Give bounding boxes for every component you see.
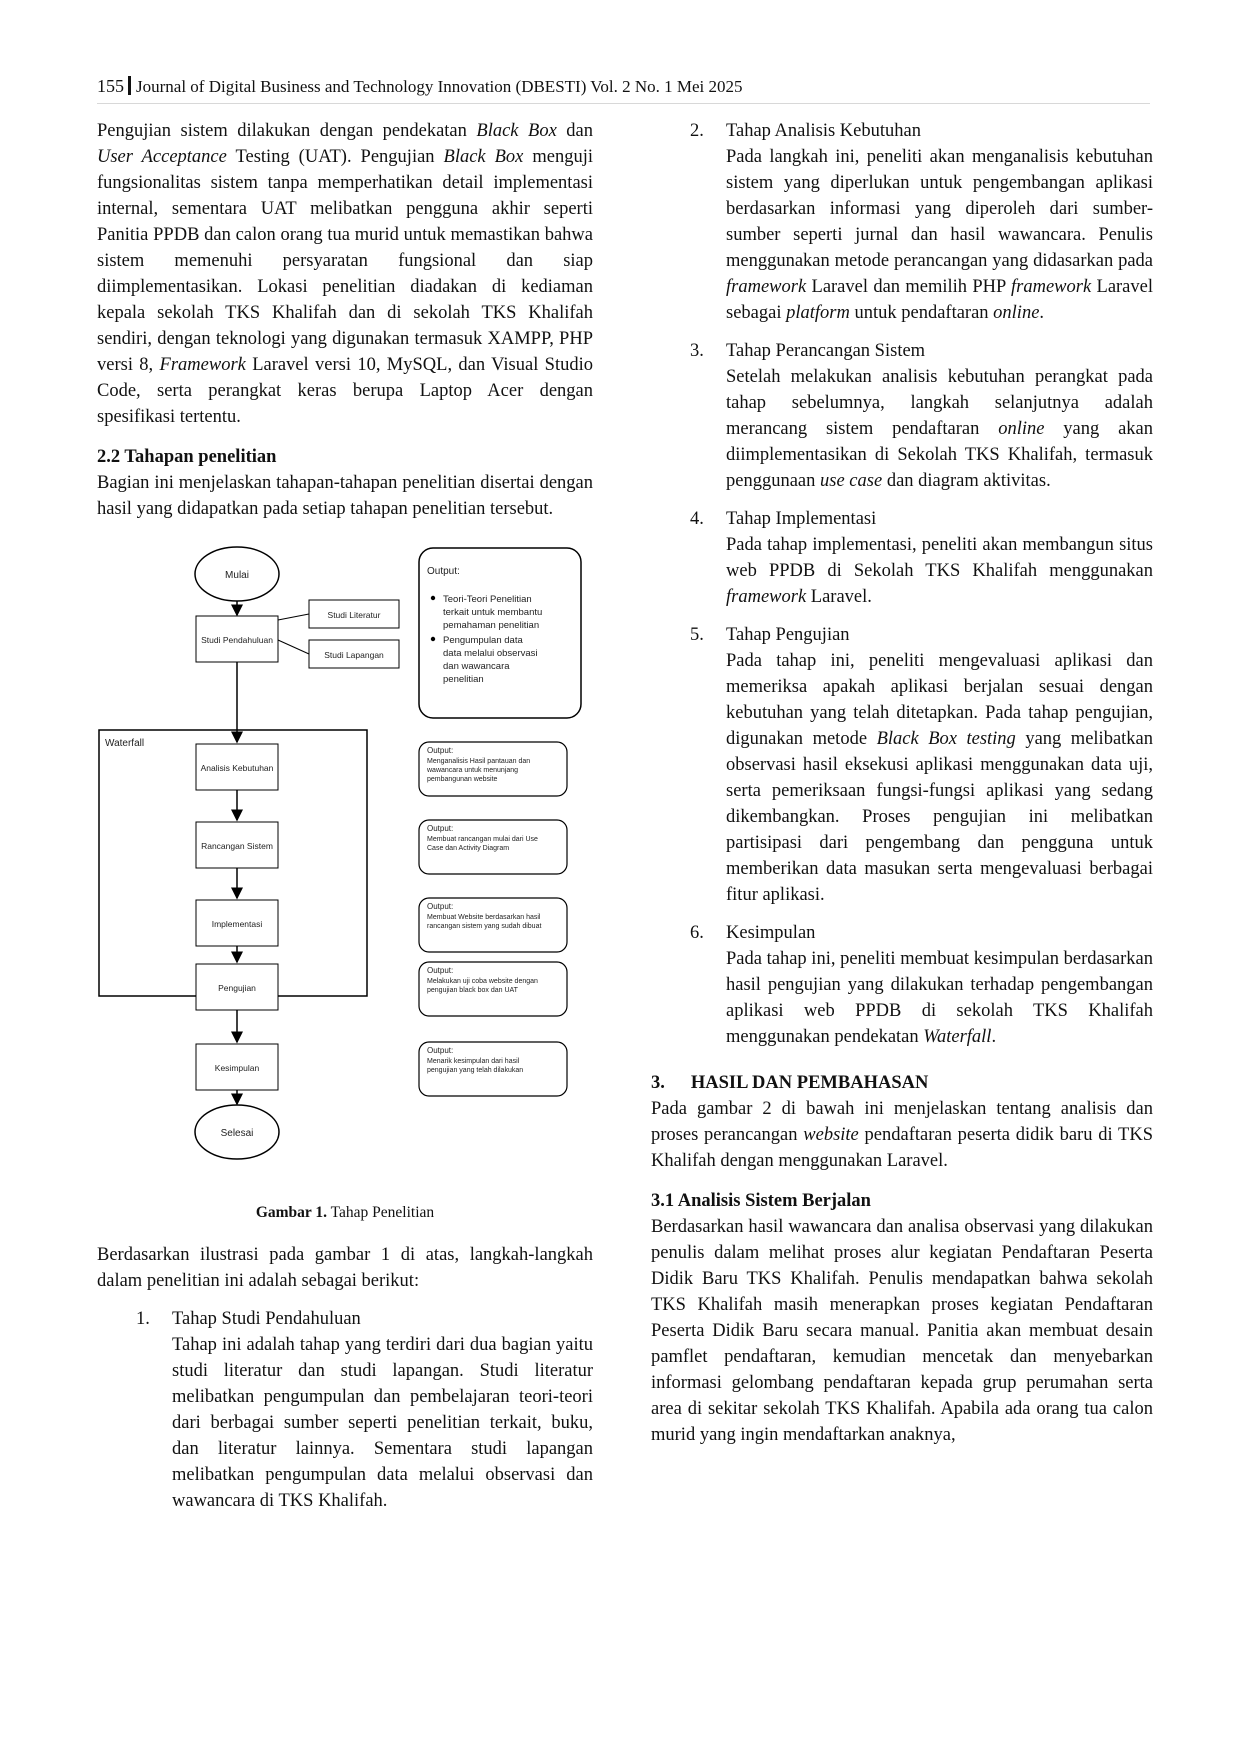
output-main-line: penelitian xyxy=(443,674,484,685)
left-column xyxy=(97,118,593,1514)
output-main-line: dan wawancara xyxy=(443,661,510,672)
right-column xyxy=(651,118,1153,1448)
step-title: Tahap Implementasi xyxy=(726,509,877,529)
running-header xyxy=(97,76,1150,104)
figure-caption-label: Gambar 1. xyxy=(255,1204,328,1221)
start-label: Mulai xyxy=(225,570,249,581)
end-label: Selesai xyxy=(220,1128,254,1139)
process-label-1: Analisis Kebutuhan xyxy=(200,763,274,773)
output-title-4: Output: xyxy=(427,966,454,975)
connector-line xyxy=(278,640,309,654)
output-line: Menarik kesimpulan dari hasil xyxy=(427,1058,520,1065)
output-title-2: Output: xyxy=(427,824,454,833)
output-line: pengujian black box dan UAT xyxy=(427,987,518,994)
step-title: Tahap Pengujian xyxy=(726,625,850,645)
header-divider xyxy=(128,76,131,95)
step-text: Pada tahap implementasi, peneliti akan membangun situs web PPDB di Sekolah TKS Khalifah menggunakan framework Laravel. xyxy=(726,535,1153,607)
output-title-5: Output: xyxy=(427,1046,454,1055)
step-title: Kesimpulan xyxy=(726,923,816,943)
step-number: 5. xyxy=(690,625,704,645)
step-2 xyxy=(651,118,1153,326)
output-main-line: Pengumpulan data xyxy=(443,635,523,646)
figure-caption-text: Tahap Penelitian xyxy=(327,1204,435,1221)
output-line: pembangunan website xyxy=(427,776,498,783)
flowchart-diagram xyxy=(97,540,593,1180)
page-number: 155 xyxy=(97,76,124,96)
after-figure-paragraph: Berdasarkan ilustrasi pada gambar 1 di atas, langkah-langkah dalam penelitian ini adalah sebagai berikut: xyxy=(97,1245,593,1291)
step-title: Tahap Analisis Kebutuhan xyxy=(726,121,921,141)
output-line: Melakukan uji coba website dengan xyxy=(427,978,538,985)
step-1-text: Tahap ini adalah tahap yang terdiri dari dua bagian yaitu studi literatur dan studi lapangan. Studi literatur melibatkan pengumpulan dan pembelajaran teori-teori dari berbagai sumber seperti penelitian terkait, buku, dan literatur lainnya. Sementara studi lapangan melibatkan pengumpulan data melalui observasi dan wawancara di TKS Khalifah. xyxy=(172,1335,593,1511)
output-line: Membuat rancangan mulai dari Use xyxy=(427,836,538,843)
process-label-2: Rancangan Sistem xyxy=(201,841,273,851)
output-line: wawancara untuk menunjang xyxy=(427,767,519,774)
step-text: Setelah melakukan analisis kebutuhan perangkat pada tahap sebelumnya, langkah selanjutnya adalah merancang sistem pendaftaran online yang akan diimplementasikan di Sekolah TKS Khalifah, termasuk penggunaan use case dan diagram aktivitas. xyxy=(726,367,1154,491)
bullet-dot xyxy=(431,596,435,600)
step-1-title: Tahap Studi Pendahuluan xyxy=(172,1309,361,1329)
section-3-1-text: Berdasarkan hasil wawancara dan analisa observasi yang dilakukan penulis dalam melihat proses alur kegiatan Pendaftaran Peserta Didik Baru TKS Khalifah. Penulis mendapatkan bahwa sekolah TKS Khalifah masih menerapkan proses kegiatan Pendaftaran Peserta Didik Baru secara manual. Panitia akan membuat desain pamflet pendaftaran, kemudian mencetak dan menyebarkan informasi gelombang pendaftaran kepada grup perumahan serta area di sekitar sekolah TKS Khalifah. Apabila ada orang tua calon murid yang ingin mendaftarkan anaknya, xyxy=(651,1217,1153,1445)
step-list xyxy=(651,118,1153,1050)
output-main-line: terkait untuk membantu xyxy=(443,607,543,618)
step-3 xyxy=(651,338,1153,494)
step-text: Pada langkah ini, peneliti akan menganalisis kebutuhan sistem yang diperlukan untuk pengembangan aplikasi berdasarkan informasi yang diperoleh dari sumber-sumber seperti jurnal dan hasil wawancara. Penulis menggunakan metode perancangan yang didasarkan pada framework Laravel dan memilih PHP framework Laravel sebagai platform untuk pendaftaran online. xyxy=(726,147,1153,323)
step-4 xyxy=(651,506,1153,610)
step-number: 6. xyxy=(690,923,704,943)
section-3-heading xyxy=(651,1070,1153,1096)
process-label-3: Implementasi xyxy=(211,919,263,929)
output-title-1: Output: xyxy=(427,746,454,755)
figure-1 xyxy=(97,540,593,1240)
output-line: Menganalisis Hasil pantauan dan xyxy=(427,758,531,765)
section-3-intro: Pada gambar 2 di bawah ini menjelaskan tentang analisis dan proses perancangan website pendaftaran peserta didik baru di TKS Khalifah dengan menggunakan Laravel. xyxy=(651,1099,1153,1171)
bullet-dot xyxy=(431,637,435,641)
output-line: pengujian yang telah dilakukan xyxy=(427,1067,524,1074)
section-3-title: HASIL DAN PEMBAHASAN xyxy=(690,1073,929,1093)
step-6 xyxy=(651,920,1153,1050)
step-number: 2. xyxy=(690,121,704,141)
step-1 xyxy=(97,1306,593,1514)
output-line: rancangan sistem yang sudah dibuat xyxy=(427,923,542,930)
process-label-5: Kesimpulan xyxy=(214,1063,260,1073)
step-number: 4. xyxy=(690,509,704,529)
step-number: 3. xyxy=(690,341,704,361)
step-title: Tahap Perancangan Sistem xyxy=(726,341,926,361)
output-title-3: Output: xyxy=(427,902,454,911)
section-intro: Bagian ini menjelaskan tahapan-tahapan penelitian disertai dengan hasil yang didapatkan pada setiap tahapan penelitian tersebut. xyxy=(97,473,593,519)
step-5 xyxy=(651,622,1153,908)
output-line: Case dan Activity Diagram xyxy=(427,845,510,852)
connector-line xyxy=(278,614,309,620)
output-main-line: Teori-Teori Penelitian xyxy=(443,594,532,605)
waterfall-label: Waterfall xyxy=(105,738,145,749)
process-label-4: Pengujian xyxy=(218,983,256,993)
studi-lapangan-label: Studi Lapangan xyxy=(324,650,384,660)
studi-pendahuluan-label: Studi Pendahuluan xyxy=(201,635,273,645)
intro-paragraph: Pengujian sistem dilakukan dengan pendekatan Black Box dan User Acceptance Testing (UAT). Pengujian Black Box menguji fungsionalitas sistem tanpa memperhatikan detail implementasi internal, sementara UAT melibatkan pengguna akhir seperti Panitia PPDB dan calon orang tua murid untuk memastikan bahwa sistem memenuhi persyaratan fungsional dan siap diimplementasikan. Lokasi penelitian diadakan di kediaman kepala sekolah TKS Khalifah dan di sekolah TKS Khalifah sendiri, dengan teknologi yang digunakan termasuk XAMPP, PHP versi 8, Framework Laravel versi 10, MySQL, dan Visual Studio Code, serta perangkat keras berupa Laptop Acer dengan spesifikasi tertentu. xyxy=(97,121,594,427)
section-3-number: 3. xyxy=(651,1073,665,1093)
output-main-line: data melalui observasi xyxy=(443,648,538,659)
step-1-number: 1. xyxy=(136,1309,150,1329)
output-line: Membuat Website berdasarkan hasil xyxy=(427,914,541,921)
output-main-title: Output: xyxy=(427,566,460,577)
journal-title: Journal of Digital Business and Technology Innovation (DBESTI) Vol. 2 No. 1 Mei 2025 xyxy=(136,77,743,96)
step-text: Pada tahap ini, peneliti mengevaluasi aplikasi dan memeriksa apakah aplikasi berjalan sesuai dengan kebutuhan yang telah ditetapkan. Pada tahap pengujian, digunakan metode Black Box testing yang melibatkan observasi hasil eksekusi aplikasi menggunakan data uji, serta pemeriksaan fungsi-fungsi aplikasi yang sedang dikembangkan. Proses pengujian ini melibatkan partisipasi dari pengembang dan pengguna untuk memberikan data masukan serta mengevaluasi berbagai fitur aplikasi. xyxy=(726,651,1154,905)
section-3-1-heading: 3.1 Analisis Sistem Berjalan xyxy=(651,1191,871,1211)
studi-literatur-label: Studi Literatur xyxy=(327,610,381,620)
section-heading-2-2: 2.2 Tahapan penelitian xyxy=(97,447,277,467)
step-text: Pada tahap ini, peneliti membuat kesimpulan berdasarkan hasil pengujian yang dilakukan terhadap pengembangan aplikasi web PPDB di sekolah TKS Khalifah menggunakan pendekatan Waterfall. xyxy=(726,949,1153,1047)
output-main-line: pemahaman penelitian xyxy=(443,620,540,631)
figure-caption xyxy=(97,1200,593,1226)
